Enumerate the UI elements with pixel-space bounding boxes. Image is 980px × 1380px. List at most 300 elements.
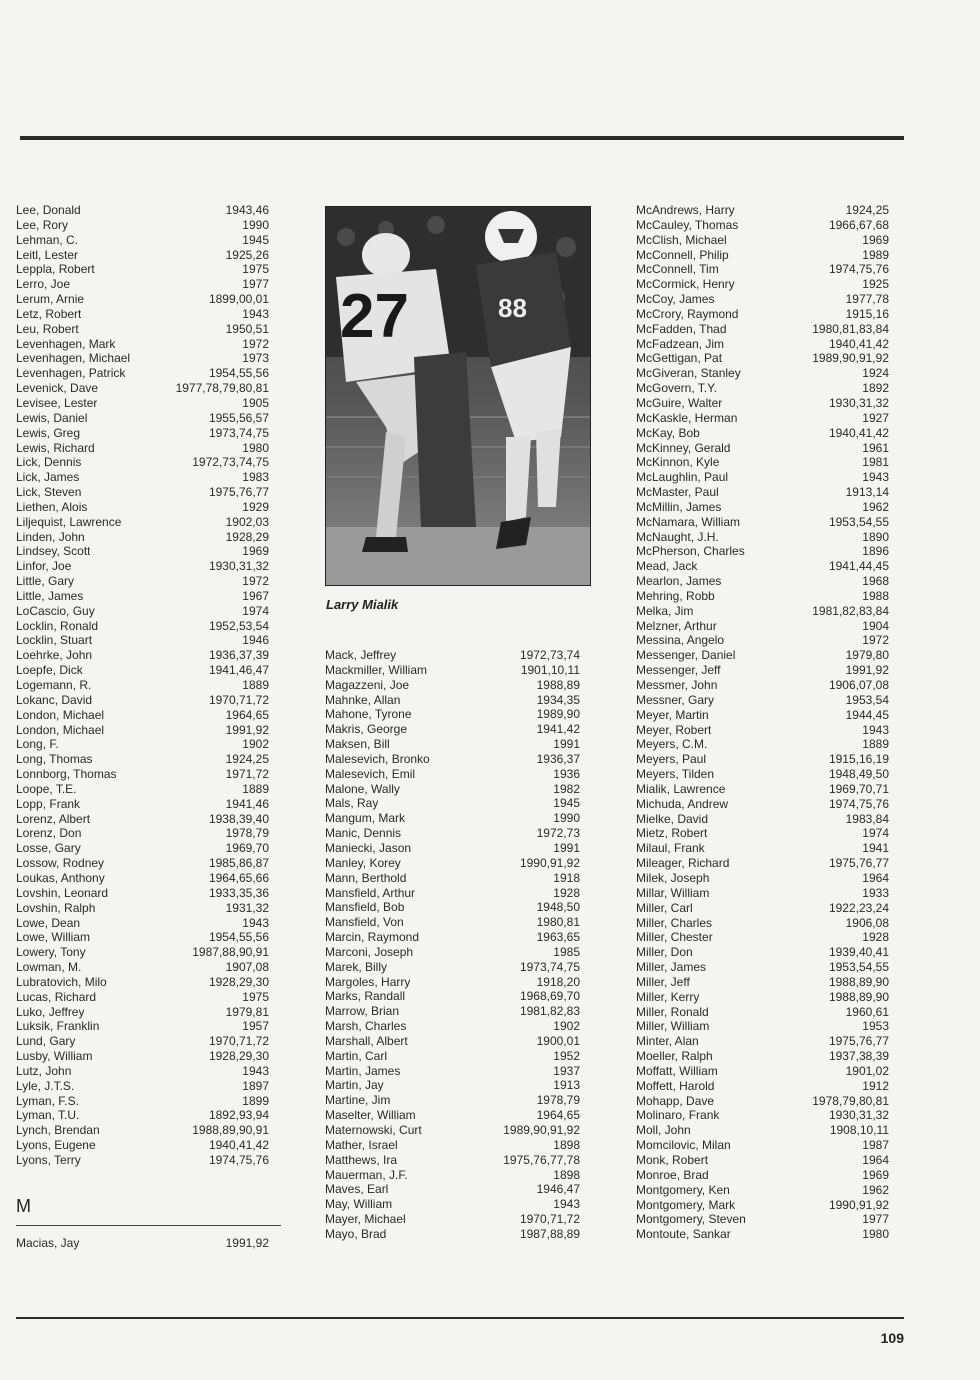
player-name: Lewis, Greg [16,425,81,440]
player-years: 1963,65 [536,930,580,945]
player-years: 1953,54,55 [828,514,889,529]
roster-entry [636,1049,889,1064]
roster-entry [325,693,580,708]
roster-entry [325,930,580,945]
player-name: Mayer, Michael [325,1212,406,1227]
roster-entry [636,203,889,218]
player-name: Marek, Billy [325,959,388,974]
roster-entry [16,945,269,960]
roster-entry [16,752,269,767]
player-years: 1964 [862,870,889,885]
player-name: Marshall, Albert [325,1033,408,1048]
player-years: 1980,81 [536,915,580,930]
player-years: 1918,20 [536,974,580,989]
player-years: 1936 [553,766,580,781]
roster-entry [636,1212,889,1227]
player-years: 1952 [553,1048,580,1063]
player-years: 1944,45 [845,707,889,722]
roster-entry [325,975,580,990]
player-years: 1941,42 [536,722,580,737]
player-years: 1973,74,75 [519,959,580,974]
roster-entry [636,337,889,352]
player-years: 1902 [242,737,269,752]
roster-entry [16,648,269,663]
roster-entry [636,812,889,827]
roster-entry [325,1004,580,1019]
player-name: Long, Thomas [16,752,93,767]
player-years: 1974,75,76 [208,1153,269,1167]
player-name: Miller, Kerry [636,989,700,1004]
roster-entry [16,693,269,708]
player-name: Montoute, Sankar [636,1227,731,1242]
roster-entry [325,1093,580,1108]
player-name: Lerum, Arnie [16,292,85,307]
roster-entry [636,411,889,426]
roster-entry [16,901,269,916]
photo-caption: Larry Mialik [326,597,399,612]
player-years: 1990,91,92 [828,1197,889,1212]
player-years: 1929 [242,499,269,514]
player-name: Levenhagen, Patrick [16,366,126,381]
player-name: Loope, T.E. [16,781,77,796]
player-years: 1904 [862,618,889,633]
player-name: Little, James [16,588,84,603]
player-years: 1968,69,70 [519,989,580,1004]
roster-entry [16,1153,269,1168]
player-name: Lick, Steven [16,485,82,500]
player-name: Lyons, Eugene [16,1138,96,1153]
roster-entry [16,826,269,841]
player-years: 1943 [242,306,269,321]
player-name: McFadden, Thad [636,321,727,336]
player-name: Linfor, Joe [16,559,72,574]
roster-entry [16,455,269,470]
player-name: LoCascio, Guy [16,603,95,618]
roster-entry [636,470,889,485]
player-years: 1990 [553,811,580,826]
player-years: 1977,78,79,80,81 [175,381,269,396]
roster-entry [16,411,269,426]
player-name: Martin, James [325,1063,401,1078]
player-years: 1988,89,90 [828,974,889,989]
player-years: 1966,67,68 [828,217,889,232]
player-years: 1979,81 [225,1004,269,1019]
player-name: Lovshin, Ralph [16,900,96,915]
player-years: 1989,90,91,92 [812,351,889,366]
player-years: 1941,46,47 [208,663,269,678]
roster-entry [16,277,269,292]
player-years: 1980 [862,1227,889,1242]
player-years: 1981 [862,455,889,470]
player-years: 1896 [862,544,889,559]
roster-entry [16,930,269,945]
roster-entry [636,1183,889,1198]
player-name: Mahone, Tyrone [325,707,412,722]
player-name: Matthews, Ira [325,1152,398,1167]
player-name: Moll, John [636,1123,691,1138]
roster-entry [16,559,269,574]
roster-entry [16,1079,269,1094]
player-name: Meyers, Paul [636,752,707,767]
player-name: Loepfe, Dick [16,663,83,678]
roster-entry [636,218,889,233]
player-years: 1922,23,24 [828,900,889,915]
player-name: Montgomery, Ken [636,1182,730,1197]
player-name: Levenhagen, Michael [16,351,131,366]
player-name: Montgomery, Steven [636,1212,746,1227]
player-name: Mann, Berthold [325,870,407,885]
player-name: McNaught, J.H. [636,529,719,544]
roster-entry [636,1153,889,1168]
player-years: 1912 [862,1078,889,1093]
player-years: 1924 [862,366,889,381]
player-name: Maves, Earl [325,1182,389,1197]
player-years: 1990 [242,217,269,232]
player-name: Lerro, Joe [16,277,71,292]
roster-entry [636,782,889,797]
player-years: 1967 [242,588,269,603]
player-years: 1898 [553,1167,580,1182]
player-name: Luko, Jeffrey [16,1004,85,1019]
roster-entry [636,292,889,307]
player-name: Malesevich, Bronko [325,751,430,766]
player-name: Lokanc, David [16,692,93,707]
player-years: 1972 [242,574,269,589]
player-name: May, William [325,1197,393,1212]
player-name: McMaster, Paul [636,485,719,500]
player-years: 1897 [242,1078,269,1093]
roster-entry [636,366,889,381]
player-name: Messenger, Jeff [636,663,721,678]
player-years: 1928 [862,930,889,945]
player-years: 1969 [862,1167,889,1182]
roster-entry [636,767,889,782]
player-name: Loukas, Anthony [16,870,105,885]
player-years: 1936,37 [536,751,580,766]
roster-entry [325,856,580,871]
player-name: Lorenz, Albert [16,811,91,826]
roster-entry [636,737,889,752]
player-years: 1972,73 [536,826,580,841]
page-number: 109 [880,1330,904,1346]
roster-entry [325,663,580,678]
player-name: Molinaro, Frank [636,1108,720,1123]
player-years: 1990,91,92 [519,855,580,870]
player-name: Lowe, Dean [16,915,81,930]
player-name: Lehman, C. [16,232,79,247]
player-years: 1943 [242,915,269,930]
player-years: 1901,10,11 [520,662,580,677]
player-years: 1991,92 [845,663,889,678]
player-name: London, Michael [16,707,105,722]
roster-entry [636,426,889,441]
roster-entry [16,366,269,381]
player-name: Logemann, R. [16,678,92,692]
player-years: 1974,75,76 [828,262,889,277]
player-years: 1901,02 [845,1063,889,1078]
roster-entry [636,1019,889,1034]
player-years: 1974 [242,603,269,618]
svg-text:27: 27 [340,282,409,351]
roster-entry [16,426,269,441]
roster-entry [636,752,889,767]
roster-entry [325,1019,580,1034]
player-years: 1987 [862,1138,889,1153]
player-name: Margoles, Harry [325,974,411,989]
player-years: 1980 [242,440,269,455]
player-years: 1988,89 [536,677,580,692]
player-years: 1890 [862,529,889,544]
roster-entry [16,633,269,648]
player-years: 1902,03 [225,514,269,529]
roster-entry [636,916,889,931]
roster-entry [636,396,889,411]
player-name: Loehrke, John [16,648,93,663]
player-years: 1889 [242,781,269,796]
player-name: Lyman, F.S. [16,1093,79,1108]
roster-entry [636,1198,889,1213]
roster-entry [325,767,580,782]
player-years: 1924,25 [845,203,889,217]
roster-entry [16,767,269,782]
player-years: 1969,70,71 [828,781,889,796]
roster-entry [636,856,889,871]
player-name: Melzner, Arthur [636,618,717,633]
player-name: McConnell, Philip [636,247,729,262]
roster-entry [636,1108,889,1123]
player-name: Mansfield, Bob [325,900,405,915]
roster-entry [325,1168,580,1183]
player-years: 1983 [242,470,269,485]
player-name: Lucas, Richard [16,989,97,1004]
roster-entry [636,723,889,738]
roster-entry [16,619,269,634]
roster-entry [16,916,269,931]
player-years: 1972,73,74,75 [192,455,269,470]
left-column [16,203,269,1168]
player-name: Marconi, Joseph [325,944,414,959]
roster-entry [636,1094,889,1109]
player-name: McMillin, James [636,499,722,514]
player-name: Meyers, Tilden [636,767,715,782]
player-years: 1977 [242,277,269,292]
player-years: 1983,84 [845,811,889,826]
player-years: 1948,50 [536,900,580,915]
player-name: Lusby, William [16,1049,93,1064]
player-years: 1950,51 [225,321,269,336]
svg-text:88: 88 [498,293,527,323]
player-name: McGiveran, Stanley [636,366,741,381]
player-name: McKinney, Gerald [636,440,731,455]
roster-entry [636,633,889,648]
roster-entry [325,826,580,841]
player-years: 1991,92 [225,1236,269,1250]
player-name: Leitl, Lester [16,247,79,262]
player-name: Monk, Robert [636,1153,709,1167]
player-name: McCormick, Henry [636,277,735,292]
roster-entry [16,441,269,456]
player-years: 1964,65,66 [208,870,269,885]
roster-entry [636,1005,889,1020]
player-name: McPherson, Charles [636,544,745,559]
player-name: Manley, Korey [325,855,401,870]
player-years: 1948,49,50 [828,767,889,782]
player-years: 1915,16 [845,306,889,321]
roster-entry [636,322,889,337]
player-name: Lowe, William [16,930,91,945]
player-name: Meyers, C.M. [636,737,708,752]
player-years: 1975,76,77 [828,856,889,871]
roster-entry [636,841,889,856]
player-name: Linden, John [16,529,85,544]
roster-entry [325,1108,580,1123]
roster-entry [16,1123,269,1138]
player-name: Little, Gary [16,574,75,589]
roster-entry [636,1064,889,1079]
player-years: 1899 [242,1093,269,1108]
roster-entry [325,648,580,663]
roster-entry [636,248,889,263]
roster-entry [636,530,889,545]
roster-entry [16,1005,269,1020]
player-name: Lowery, Tony [16,945,86,960]
roster-entry [16,797,269,812]
player-years: 1972 [242,336,269,351]
roster-entry [636,589,889,604]
player-years: 1988 [862,588,889,603]
roster-entry [636,678,889,693]
player-years: 1906,07,08 [828,678,889,692]
roster-entry [636,441,889,456]
roster-entry [325,1078,580,1093]
player-name: Mahnke, Allan [325,692,401,707]
player-name: Messner, Gary [636,692,715,707]
player-name: Monroe, Brad [636,1167,709,1182]
player-years: 1938,39,40 [208,811,269,826]
player-years: 1960,61 [845,1004,889,1019]
roster-entry [16,351,269,366]
player-years: 1892,93,94 [208,1108,269,1123]
player-years: 1979,80 [845,648,889,663]
roster-entry [636,708,889,723]
roster-entry [325,1227,580,1242]
player-name: Lick, Dennis [16,455,82,470]
player-years: 1981,82,83,84 [812,603,889,618]
roster-entry [16,1094,269,1109]
player-name: Macias, Jay [16,1236,80,1250]
player-name: Lewis, Richard [16,440,95,455]
player-years: 1943,46 [225,203,269,217]
player-name: Mialik, Lawrence [636,781,726,796]
player-name: Montgomery, Mark [636,1197,736,1212]
player-years: 1969,70 [225,841,269,856]
roster-entry [16,812,269,827]
player-years: 1943 [553,1197,580,1212]
player-name: Messina, Angelo [636,633,725,648]
player-years: 1930,31,32 [208,559,269,574]
player-years: 1977,78 [845,292,889,307]
roster-entry [325,1182,580,1197]
player-name: Messmer, John [636,678,718,692]
player-years: 1900,01 [536,1033,580,1048]
player-name: Momcilovic, Milan [636,1138,731,1153]
player-name: Marrow, Brian [325,1004,400,1019]
player-years: 1970,71,72 [208,692,269,707]
player-years: 1945 [242,232,269,247]
roster-entry [16,1108,269,1123]
player-years: 1968 [862,574,889,589]
roster-entry [325,678,580,693]
roster-entry [16,871,269,886]
roster-entry [636,1227,889,1242]
player-years: 1907,08 [225,960,269,975]
player-years: 1974,75,76 [828,796,889,811]
player-name: Lorenz, Don [16,826,82,841]
roster-entry [16,1138,269,1153]
player-name: Mayo, Brad [325,1226,387,1241]
player-years: 1955,56,57 [208,410,269,425]
player-years: 1978,79 [225,826,269,841]
player-name: McCoy, James [636,292,715,307]
roster-entry [636,826,889,841]
player-name: Mansfield, Von [325,915,404,930]
player-years: 1975 [242,989,269,1004]
player-years: 1952,53,54 [208,618,269,633]
player-years: 1934,35 [536,692,580,707]
roster-entry [636,960,889,975]
roster-entry [16,723,269,738]
player-years: 1970,71,72 [208,1034,269,1049]
roster-entry [636,871,889,886]
player-years: 1975 [242,262,269,277]
player-years: 1988,89,90 [828,989,889,1004]
player-years: 1943 [862,470,889,485]
roster-entry [16,886,269,901]
player-years: 1889 [862,737,889,752]
player-years: 1982 [553,781,580,796]
player-name: Mielke, David [636,811,709,826]
player-years: 1930,31,32 [828,1108,889,1123]
roster-entry [16,990,269,1005]
player-years: 1973 [242,351,269,366]
player-years: 1937,38,39 [828,1049,889,1064]
player-years: 1972 [862,633,889,648]
player-name: Luksik, Franklin [16,1019,100,1034]
player-years: 1937 [553,1063,580,1078]
roster-entry [16,500,269,515]
roster-entry [325,945,580,960]
player-name: Lonnborg, Thomas [16,767,117,782]
roster-entry [325,886,580,901]
roster-entry [636,990,889,1005]
player-name: Liethen, Alois [16,499,88,514]
player-name: Marks, Randall [325,989,406,1004]
player-years: 1985,86,87 [208,856,269,871]
roster-entry [16,515,269,530]
player-years: 1954,55,56 [208,366,269,381]
player-name: Makris, George [325,722,408,737]
player-name: Minter, Alan [636,1034,699,1049]
player-name: Levenick, Dave [16,381,99,396]
roster-entry [16,589,269,604]
roster-entry [16,530,269,545]
player-name: Milek, Joseph [636,870,710,885]
roster-entry [16,663,269,678]
bottom-rule [16,1317,904,1319]
top-rule [20,136,904,140]
player-years: 1989,90,91,92 [503,1123,580,1137]
roster-entry [636,381,889,396]
